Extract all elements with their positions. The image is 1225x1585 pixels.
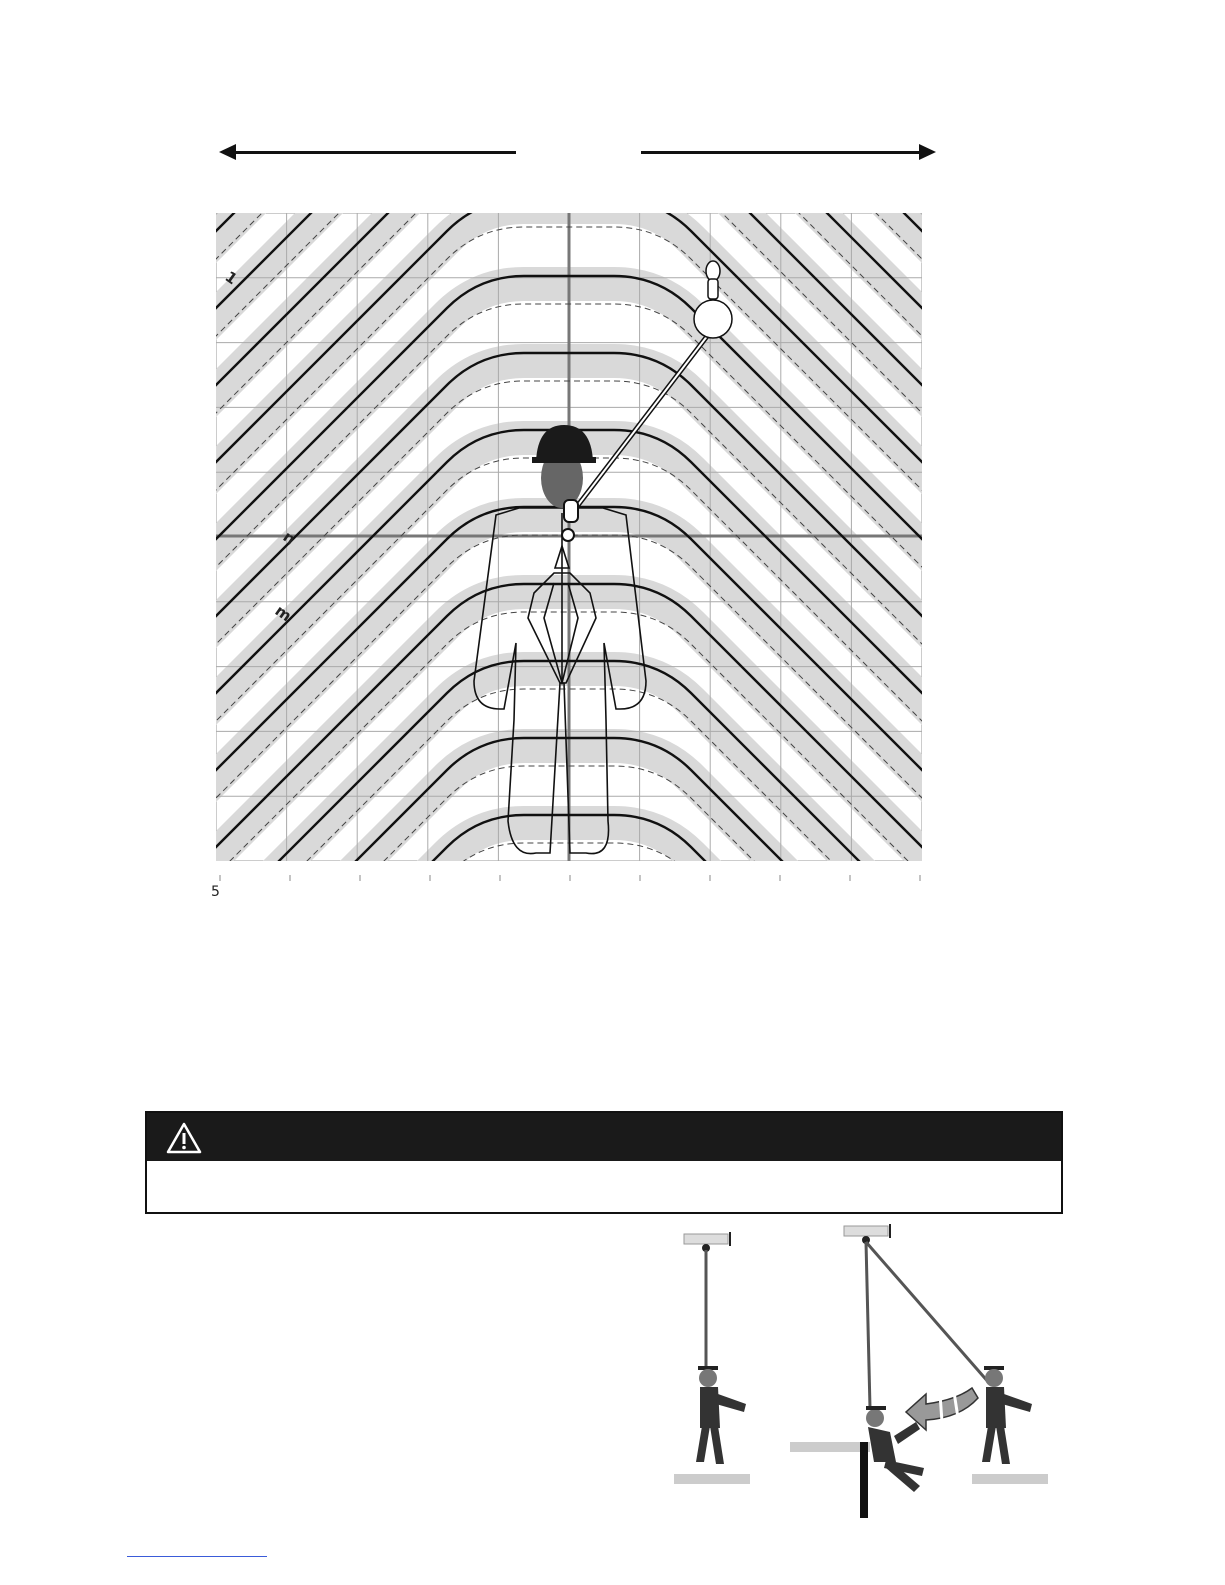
left-arrow-icon [219,144,236,160]
floor-right [972,1474,1048,1484]
curve-label-m: m [271,601,295,626]
swing-fall-illustration [660,1222,1060,1522]
floor-left [674,1474,750,1484]
curve-label-1: 1 [221,267,241,289]
footer-link-underline [127,1556,267,1557]
warning-header [147,1113,1061,1161]
ledge-edge [790,1442,870,1452]
lifeline-diagonal [866,1242,990,1384]
right-arrow-icon [919,144,936,160]
left-arrow-line [232,151,516,154]
worker-standing-left-icon [696,1366,746,1464]
curve-label-n: n [279,527,299,549]
chart-tick-marks [216,875,922,883]
anchor-beam-right-icon [844,1224,890,1244]
wall-edge [860,1442,868,1518]
anchor-beam-left-icon [684,1232,730,1252]
worker-standing-right-icon [982,1366,1032,1464]
page-number: 5 [211,884,220,900]
fall-clearance-diagram [216,213,922,861]
right-arrow-line [641,151,923,154]
warning-triangle-icon [166,1121,202,1155]
lifeline-swing-vertical [866,1242,870,1408]
warning-box [145,1111,1063,1214]
